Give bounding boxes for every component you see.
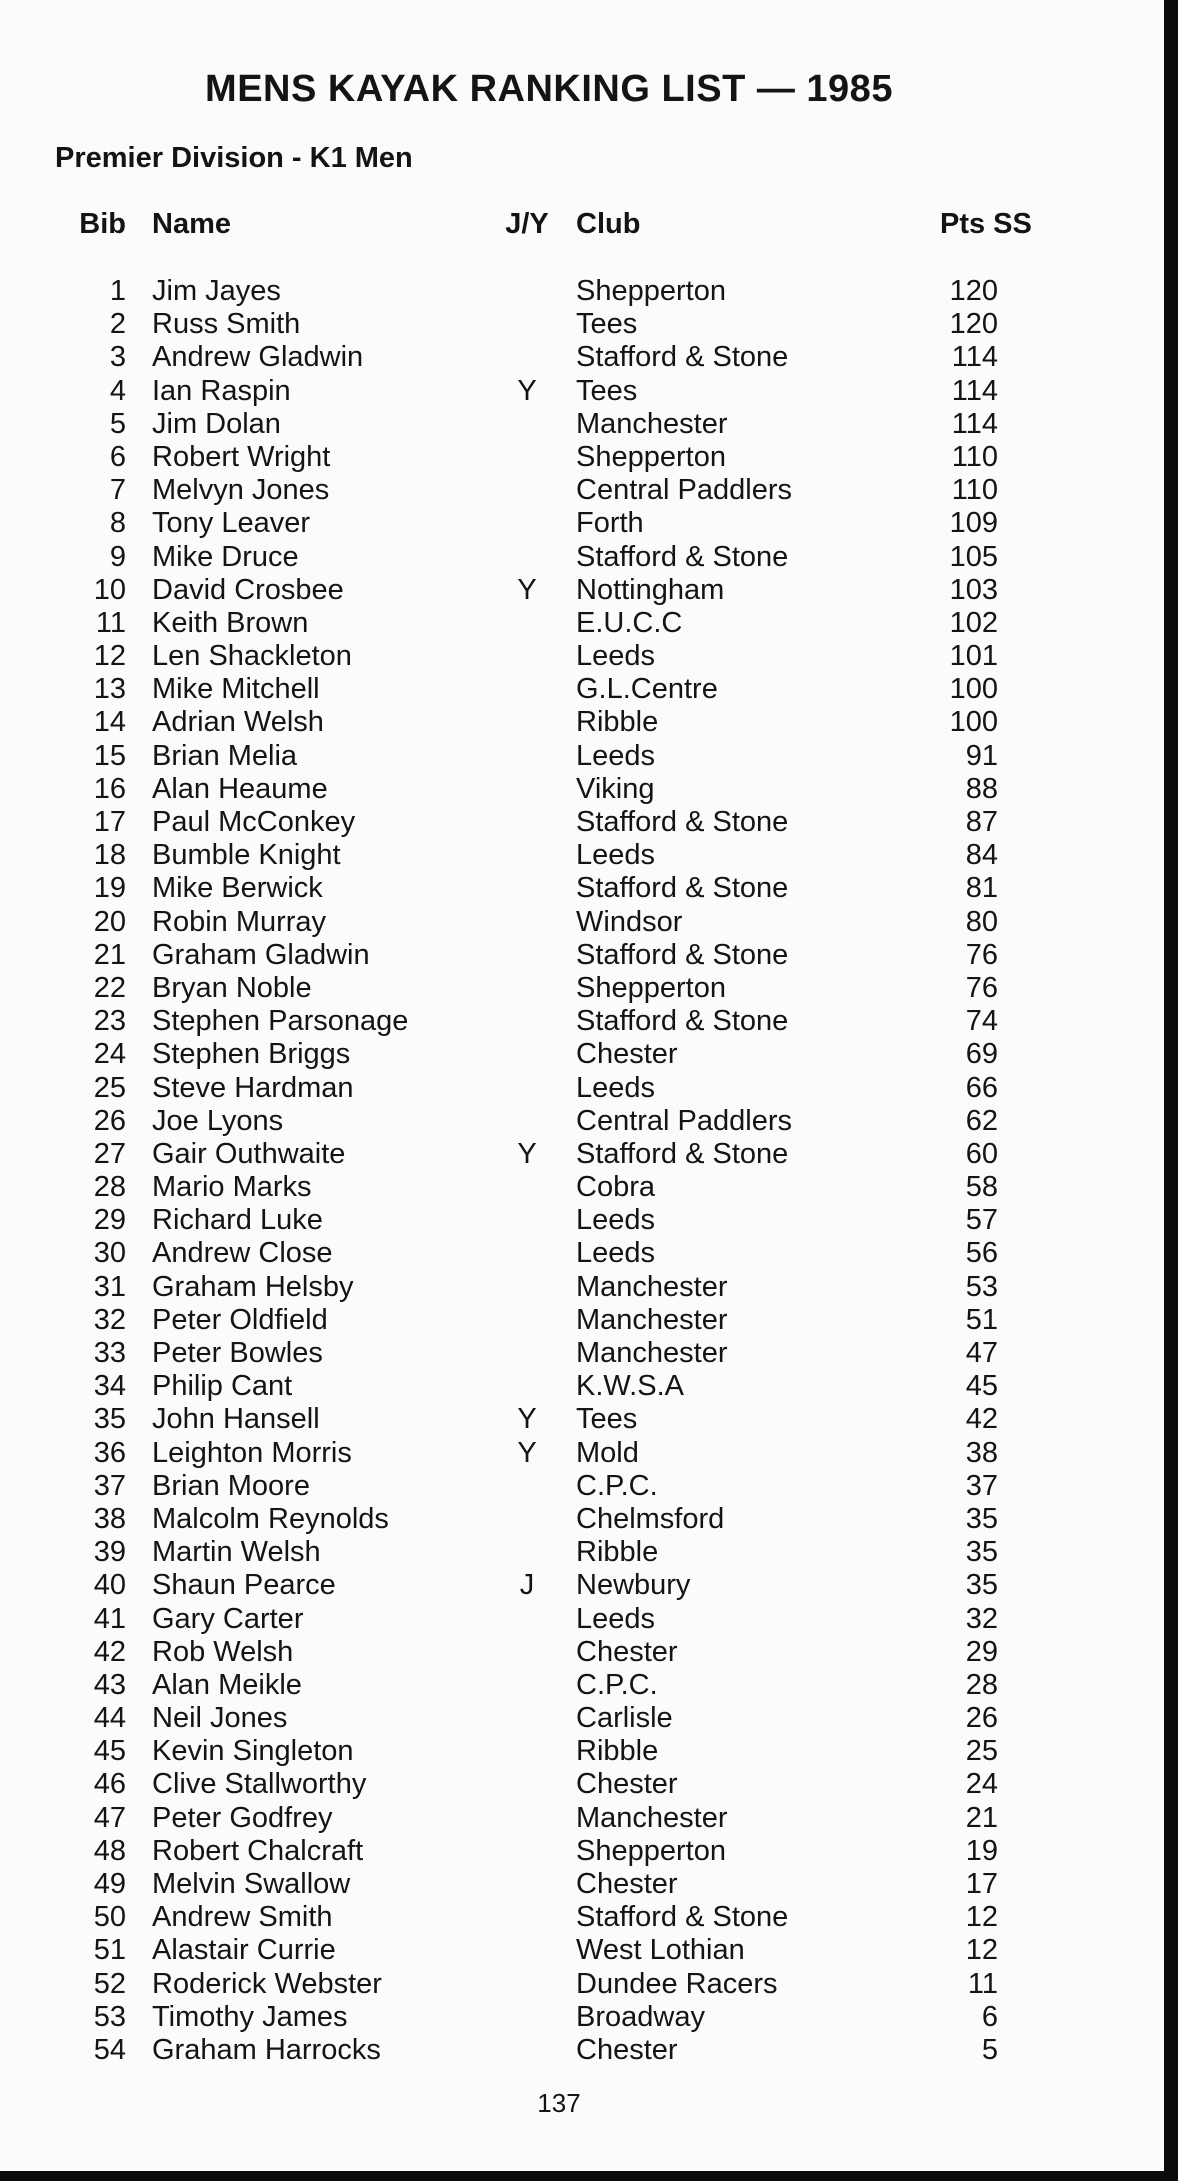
bib-cell: 2 (109, 308, 126, 341)
table-row (0, 1768, 1178, 1801)
table-row (0, 1337, 1178, 1370)
points-cell: 24 (965, 1768, 998, 1801)
club-cell: Chester (576, 1038, 678, 1071)
bib-cell: 52 (93, 1967, 126, 2000)
table-row (0, 607, 1178, 640)
points-cell: 11 (967, 1967, 998, 2000)
bib-cell: 46 (93, 1768, 126, 1801)
club-cell: Tees (576, 1403, 638, 1436)
table-row (0, 2001, 1178, 2034)
points-cell: 81 (965, 872, 998, 905)
club-cell: Leeds (576, 1071, 656, 1104)
points-cell: 114 (951, 341, 998, 374)
table-row (0, 2034, 1178, 2067)
bib-cell: 4 (109, 374, 126, 407)
club-cell: Shepperton (576, 440, 726, 473)
club-cell: Central Paddlers (576, 1104, 792, 1137)
points-cell: 21 (965, 1801, 998, 1834)
club-cell: West Lothian (576, 1934, 745, 1967)
table-row (0, 441, 1178, 474)
points-cell: 76 (965, 938, 998, 971)
bib-cell: 43 (93, 1668, 126, 1701)
points-cell: 6 (981, 2000, 998, 2033)
name-cell: Malcolm Reynolds (152, 1502, 389, 1535)
bib-cell: 49 (93, 1868, 126, 1900)
points-cell: 32 (965, 1602, 998, 1635)
table-row (0, 375, 1178, 408)
bib-cell: 37 (93, 1469, 126, 1502)
name-cell: Shaun Pearce (152, 1569, 336, 1602)
club-cell: Tees (576, 374, 638, 407)
name-cell: Jim Dolan (152, 407, 281, 440)
name-cell: Alan Heaume (152, 772, 328, 805)
bib-cell: 1 (109, 275, 126, 307)
club-cell: Shepperton (576, 1834, 726, 1867)
club-cell: Ribble (576, 706, 659, 739)
name-cell: Andrew Smith (152, 1901, 333, 1934)
table-row (0, 1237, 1178, 1270)
points-cell: 29 (965, 1635, 998, 1668)
club-cell: Chelmsford (576, 1502, 725, 1535)
bib-cell: 13 (93, 673, 126, 706)
table-row (0, 541, 1178, 574)
table-row (0, 1370, 1178, 1403)
club-cell: Chester (576, 1635, 678, 1668)
points-cell: 120 (949, 275, 998, 307)
bib-cell: 19 (93, 872, 126, 905)
name-cell: Roderick Webster (152, 1967, 382, 2000)
points-cell: 69 (965, 1038, 998, 1071)
club-cell: Ribble (576, 1536, 659, 1569)
points-cell: 12 (965, 1934, 998, 1967)
points-cell: 101 (949, 640, 998, 673)
club-cell: Leeds (576, 839, 656, 872)
table-row (0, 1271, 1178, 1304)
club-cell: G.L.Centre (576, 673, 718, 706)
table-row (0, 1304, 1178, 1337)
bib-cell: 41 (93, 1602, 126, 1635)
bib-cell: 27 (93, 1137, 126, 1170)
points-cell: 100 (949, 673, 998, 706)
points-cell: 51 (965, 1303, 998, 1336)
club-cell: Shepperton (576, 971, 726, 1004)
name-cell: Melvyn Jones (152, 474, 330, 507)
table-row (0, 1403, 1178, 1436)
club-cell: Stafford & Stone (576, 1005, 789, 1038)
name-cell: David Crosbee (152, 573, 344, 606)
club-cell: Forth (576, 507, 644, 540)
name-cell: Paul McConkey (152, 806, 356, 838)
table-row (0, 1569, 1178, 1602)
table-row (0, 1868, 1178, 1901)
club-cell: Leeds (576, 1204, 656, 1237)
name-cell: Russ Smith (152, 308, 301, 341)
header-name: Name (152, 208, 231, 240)
table-row (0, 872, 1178, 905)
points-cell: 12 (965, 1901, 998, 1934)
table-row (0, 972, 1178, 1005)
name-cell: Brian Melia (152, 739, 298, 772)
points-cell: 17 (965, 1868, 998, 1900)
bib-cell: 32 (93, 1303, 126, 1336)
bib-cell: 12 (93, 640, 126, 673)
bib-cell: 51 (93, 1934, 126, 1967)
name-cell: Richard Luke (152, 1204, 323, 1237)
table-row (0, 1437, 1178, 1470)
bib-cell: 22 (93, 971, 126, 1004)
club-cell: Viking (576, 772, 655, 805)
points-cell: 76 (965, 971, 998, 1004)
name-cell: Mario Marks (152, 1171, 312, 1204)
club-cell: Chester (576, 2033, 678, 2066)
bib-cell: 31 (93, 1270, 126, 1303)
points-cell: 38 (965, 1436, 998, 1469)
table-row (0, 474, 1178, 507)
header-club: Club (576, 208, 641, 240)
bib-cell: 29 (93, 1204, 126, 1237)
club-cell: Cobra (576, 1171, 655, 1204)
club-cell: Windsor (576, 905, 683, 938)
bib-cell: 10 (93, 573, 126, 606)
club-cell: Carlisle (576, 1702, 673, 1735)
points-cell: 35 (965, 1502, 998, 1535)
club-cell: Chester (576, 1768, 678, 1801)
name-cell: Rob Welsh (152, 1635, 294, 1668)
points-cell: 102 (949, 606, 998, 639)
table-row (0, 1204, 1178, 1237)
bib-cell: 25 (93, 1071, 126, 1104)
points-cell: 114 (951, 407, 998, 440)
bib-cell: 5 (109, 407, 126, 440)
bib-cell: 14 (93, 706, 126, 739)
name-cell: Keith Brown (152, 606, 309, 639)
table-row (0, 1105, 1178, 1138)
bib-cell: 30 (93, 1237, 126, 1270)
header-bib: Bib (79, 208, 126, 240)
bib-cell: 15 (93, 739, 126, 772)
club-cell: Manchester (576, 1801, 728, 1834)
bib-cell: 3 (109, 341, 126, 374)
name-cell: Leighton Morris (152, 1436, 352, 1469)
bib-cell: 54 (93, 2033, 126, 2066)
name-cell: Gair Outhwaite (152, 1137, 346, 1170)
points-cell: 110 (951, 474, 998, 507)
points-cell: 42 (965, 1403, 998, 1436)
name-cell: Graham Harrocks (152, 2033, 381, 2066)
name-cell: Melvin Swallow (152, 1868, 351, 1900)
name-cell: Tony Leaver (152, 507, 310, 540)
bib-cell: 23 (93, 1005, 126, 1038)
club-cell: K.W.S.A (576, 1370, 684, 1403)
table-row (0, 673, 1178, 706)
table-row (0, 1901, 1178, 1934)
table-row (0, 1735, 1178, 1768)
name-cell: Gary Carter (152, 1602, 304, 1635)
table-row (0, 1968, 1178, 2001)
name-cell: Peter Godfrey (152, 1801, 333, 1834)
points-cell: 120 (949, 308, 998, 341)
table-row (0, 806, 1178, 839)
header-pts: Pts SS (940, 208, 1032, 240)
name-cell: Bumble Knight (152, 839, 341, 872)
jy-cell: Y (517, 1436, 537, 1469)
name-cell: Ian Raspin (152, 374, 291, 407)
points-cell: 100 (949, 706, 998, 739)
table-row (0, 740, 1178, 773)
name-cell: Clive Stallworthy (152, 1768, 367, 1801)
points-cell: 35 (965, 1536, 998, 1569)
table-header (0, 208, 1178, 248)
points-cell: 5 (981, 2033, 998, 2066)
club-cell: Manchester (576, 407, 728, 440)
bib-cell: 39 (93, 1536, 126, 1569)
name-cell: Neil Jones (152, 1702, 288, 1735)
club-cell: Nottingham (576, 573, 725, 606)
points-cell: 53 (965, 1270, 998, 1303)
jy-cell: Y (517, 374, 537, 407)
club-cell: Newbury (576, 1569, 691, 1602)
points-cell: 105 (949, 540, 998, 573)
bib-cell: 28 (93, 1171, 126, 1204)
points-cell: 26 (965, 1702, 998, 1735)
club-cell: Leeds (576, 640, 656, 673)
name-cell: Graham Gladwin (152, 938, 370, 971)
division-subtitle: Premier Division - K1 Men (55, 142, 413, 174)
club-cell: Stafford & Stone (576, 540, 789, 573)
points-cell: 110 (951, 440, 998, 473)
club-cell: C.P.C. (576, 1469, 658, 1502)
name-cell: Peter Bowles (152, 1337, 323, 1369)
points-cell: 35 (965, 1569, 998, 1602)
table-row (0, 341, 1178, 374)
club-cell: Manchester (576, 1270, 728, 1303)
name-cell: Len Shackleton (152, 640, 352, 673)
club-cell: Stafford & Stone (576, 341, 789, 374)
table-row (0, 1171, 1178, 1204)
bib-cell: 38 (93, 1502, 126, 1535)
bib-cell: 42 (93, 1635, 126, 1668)
club-cell: Broadway (576, 2000, 705, 2033)
table-row (0, 308, 1178, 341)
bib-cell: 34 (93, 1370, 126, 1403)
table-row (0, 773, 1178, 806)
page-title: MENS KAYAK RANKING LIST — 1985 (205, 68, 893, 110)
table-row (0, 1669, 1178, 1702)
bib-cell: 48 (93, 1834, 126, 1867)
name-cell: Brian Moore (152, 1469, 310, 1502)
table-row (0, 574, 1178, 607)
table-row (0, 1636, 1178, 1669)
club-cell: Leeds (576, 739, 656, 772)
club-cell: C.P.C. (576, 1668, 658, 1701)
points-cell: 47 (965, 1337, 998, 1369)
points-cell: 19 (965, 1834, 998, 1867)
points-cell: 45 (965, 1370, 998, 1403)
name-cell: Philip Cant (152, 1370, 293, 1403)
name-cell: Timothy James (152, 2000, 348, 2033)
points-cell: 74 (965, 1005, 998, 1038)
points-cell: 103 (949, 573, 998, 606)
bib-cell: 7 (109, 474, 126, 507)
table-row (0, 1503, 1178, 1536)
name-cell: Steve Hardman (152, 1071, 354, 1104)
club-cell: E.U.C.C (576, 606, 683, 639)
jy-cell: Y (517, 1137, 537, 1170)
name-cell: Jim Jayes (152, 275, 281, 307)
bib-cell: 20 (93, 905, 126, 938)
table-row (0, 1702, 1178, 1735)
club-cell: Chester (576, 1868, 678, 1900)
bib-cell: 26 (93, 1104, 126, 1137)
points-cell: 25 (965, 1735, 998, 1768)
points-cell: 60 (965, 1137, 998, 1170)
name-cell: Mike Druce (152, 540, 299, 573)
name-cell: Kevin Singleton (152, 1735, 354, 1768)
table-row (0, 906, 1178, 939)
jy-cell: Y (517, 1403, 537, 1436)
name-cell: Alan Meikle (152, 1668, 302, 1701)
name-cell: Robin Murray (152, 905, 327, 938)
name-cell: Joe Lyons (152, 1104, 284, 1137)
points-cell: 84 (965, 839, 998, 872)
table-row (0, 1072, 1178, 1105)
club-cell: Stafford & Stone (576, 938, 789, 971)
bib-cell: 6 (109, 440, 126, 473)
name-cell: John Hansell (152, 1403, 320, 1436)
points-cell: 56 (965, 1237, 998, 1270)
name-cell: Robert Wright (152, 440, 331, 473)
points-cell: 66 (965, 1071, 998, 1104)
points-cell: 28 (965, 1668, 998, 1701)
table-row (0, 1470, 1178, 1503)
bib-cell: 35 (93, 1403, 126, 1436)
club-cell: Stafford & Stone (576, 1901, 789, 1934)
jy-cell: Y (517, 573, 537, 606)
points-cell: 114 (951, 374, 998, 407)
club-cell: Shepperton (576, 275, 726, 307)
bib-cell: 21 (93, 938, 126, 971)
bib-cell: 53 (93, 2000, 126, 2033)
name-cell: Martin Welsh (152, 1536, 321, 1569)
name-cell: Graham Helsby (152, 1270, 354, 1303)
club-cell: Ribble (576, 1735, 659, 1768)
bib-cell: 50 (93, 1901, 126, 1934)
table-row (0, 408, 1178, 441)
points-cell: 88 (965, 772, 998, 805)
header-jy: J/Y (505, 208, 549, 240)
club-cell: Stafford & Stone (576, 806, 789, 838)
scan-edge-bottom (0, 2171, 1178, 2181)
points-cell: 37 (965, 1469, 998, 1502)
name-cell: Adrian Welsh (152, 706, 324, 739)
name-cell: Andrew Gladwin (152, 341, 364, 374)
table-row (0, 1005, 1178, 1038)
table-row (0, 1536, 1178, 1569)
club-cell: Manchester (576, 1303, 728, 1336)
bib-cell: 24 (93, 1038, 126, 1071)
table-row (0, 1138, 1178, 1171)
name-cell: Stephen Parsonage (152, 1005, 409, 1038)
club-cell: Manchester (576, 1337, 728, 1369)
bib-cell: 16 (93, 772, 126, 805)
club-cell: Leeds (576, 1237, 656, 1270)
bib-cell: 18 (93, 839, 126, 872)
points-cell: 62 (965, 1104, 998, 1137)
name-cell: Mike Mitchell (152, 673, 320, 706)
club-cell: Central Paddlers (576, 474, 792, 507)
name-cell: Stephen Briggs (152, 1038, 351, 1071)
bib-cell: 33 (93, 1337, 126, 1369)
bib-cell: 36 (93, 1436, 126, 1469)
table-row (0, 507, 1178, 540)
points-cell: 57 (965, 1204, 998, 1237)
bib-cell: 40 (93, 1569, 126, 1602)
bib-cell: 8 (109, 507, 126, 540)
name-cell: Alastair Currie (152, 1934, 336, 1967)
name-cell: Bryan Noble (152, 971, 312, 1004)
table-row (0, 1835, 1178, 1868)
name-cell: Andrew Close (152, 1237, 333, 1270)
club-cell: Leeds (576, 1602, 656, 1635)
jy-cell: J (519, 1569, 535, 1602)
bib-cell: 17 (93, 806, 126, 838)
bib-cell: 45 (93, 1735, 126, 1768)
table-row (0, 640, 1178, 673)
table-row (0, 1038, 1178, 1071)
bib-cell: 9 (109, 540, 126, 573)
club-cell: Stafford & Stone (576, 872, 789, 905)
points-cell: 58 (965, 1171, 998, 1204)
page-number: 137 (537, 2088, 581, 2118)
table-row (0, 275, 1178, 308)
ranking-table-body (0, 275, 1178, 2067)
name-cell: Mike Berwick (152, 872, 323, 905)
table-row (0, 1934, 1178, 1967)
bib-cell: 11 (95, 606, 126, 639)
club-cell: Mold (576, 1436, 639, 1469)
table-row (0, 839, 1178, 872)
table-row (0, 1802, 1178, 1835)
points-cell: 91 (965, 739, 998, 772)
name-cell: Robert Chalcraft (152, 1834, 364, 1867)
name-cell: Peter Oldfield (152, 1303, 328, 1336)
table-row (0, 939, 1178, 972)
points-cell: 80 (965, 905, 998, 938)
bib-cell: 47 (93, 1801, 126, 1834)
table-row (0, 1603, 1178, 1636)
club-cell: Tees (576, 308, 638, 341)
table-row (0, 706, 1178, 739)
points-cell: 109 (949, 507, 998, 540)
club-cell: Dundee Racers (576, 1967, 778, 2000)
bib-cell: 44 (93, 1702, 126, 1735)
club-cell: Stafford & Stone (576, 1137, 789, 1170)
points-cell: 87 (965, 806, 998, 838)
